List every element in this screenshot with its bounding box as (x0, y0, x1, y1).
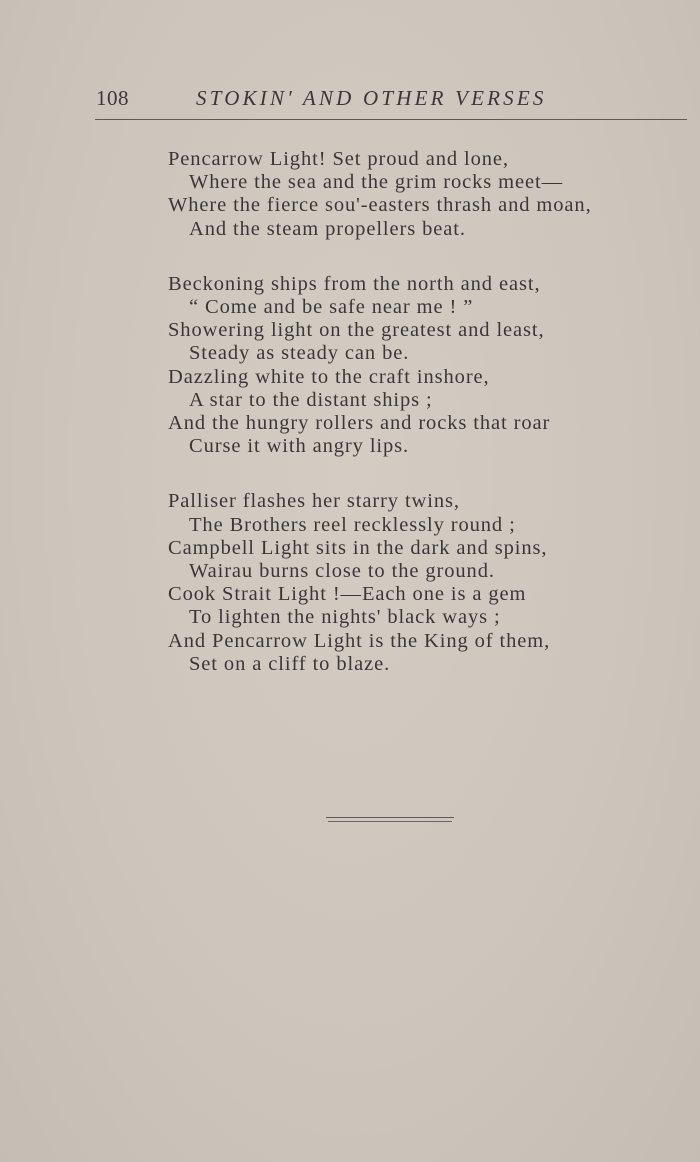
stanza-3 (168, 490, 648, 676)
poem-line: To lighten the nights' black ways ; (189, 606, 501, 629)
poem-line: Palliser flashes her starry twins, (168, 490, 460, 513)
poem-line: Curse it with angry lips. (189, 435, 410, 458)
stanza-1 (168, 148, 648, 241)
poem-line: Beckoning ships from the north and east, (168, 272, 541, 295)
running-head (96, 86, 616, 116)
poem-line: The Brothers reel recklessly round ; (189, 513, 516, 536)
poem-line: “ Come and be safe near me ! ” (189, 296, 474, 319)
header-rule (95, 119, 687, 120)
stanza-2 (168, 273, 648, 459)
end-rule-bottom (328, 821, 452, 822)
poem-line: And the hungry rollers and rocks that roar (168, 412, 551, 435)
poem-line: Wairau burns close to the ground. (189, 560, 495, 583)
poem-line: Dazzling white to the craft inshore, (168, 365, 490, 388)
poem (168, 148, 648, 708)
poem-line: Pencarrow Light! Set proud and lone, (168, 148, 509, 170)
end-ornament-rule (326, 817, 454, 822)
poem-line: Set on a cliff to blaze. (189, 652, 391, 675)
running-title: STOKIN' AND OTHER VERSES (196, 86, 547, 110)
poem-line: Where the fierce sou'-easters thrash and moan, (168, 194, 592, 217)
poem-line: Steady as steady can be. (189, 342, 410, 365)
page-number: 108 (96, 86, 129, 110)
poem-line: And Pencarrow Light is the King of them, (168, 629, 551, 652)
poem-line: Showering light on the greatest and least, (168, 319, 545, 342)
poem-line: A star to the distant ships ; (189, 388, 433, 411)
poem-line: Where the sea and the grim rocks meet— (189, 171, 564, 194)
end-rule-top (326, 817, 454, 818)
poem-line: And the steam propellers beat. (189, 217, 466, 240)
poem-line: Cook Strait Light !—Each one is a gem (168, 583, 527, 606)
poem-line: Campbell Light sits in the dark and spins, (168, 536, 548, 559)
